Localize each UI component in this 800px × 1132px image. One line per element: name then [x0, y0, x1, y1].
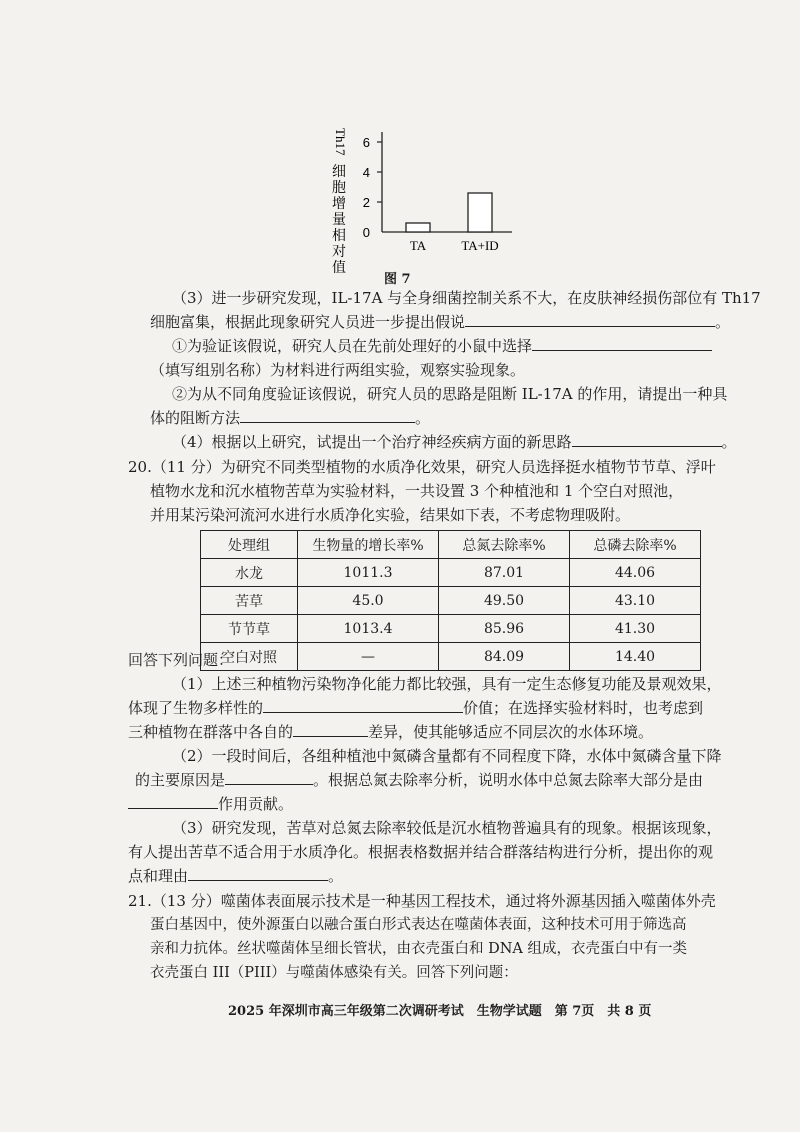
table-cell: 45.0	[298, 587, 439, 615]
bar-TA+ID	[468, 193, 492, 232]
y-tick-label: 6	[362, 135, 370, 150]
bar-TA	[406, 223, 430, 232]
q20-a3-text-b: 。	[328, 867, 344, 885]
q19-s1-line2: （填写组别名称）为材料进行两组实验，观察实验现象。	[150, 361, 526, 379]
q20-a1-line3	[128, 722, 653, 742]
y-axis-label-char: 细	[332, 164, 346, 180]
y-tick-label: 4	[362, 165, 370, 180]
y-axis-label-char: 增	[332, 196, 346, 212]
table-cell: 41.30	[570, 615, 701, 643]
y-axis-label	[332, 128, 348, 276]
answer-blank-hypothesis[interactable]	[465, 312, 715, 327]
period: 。	[715, 313, 731, 331]
q20-a2-text-a: 的主要原因是	[135, 771, 226, 789]
q20-a1-line1: （1）上述三种植物污染物净化能力都比较强，具有一定生态修复功能及景观效果，	[172, 675, 722, 693]
table-row	[201, 559, 701, 587]
answer-blank-new-idea[interactable]	[572, 432, 722, 447]
table-header-row	[201, 531, 701, 559]
y-axis-label-char: 量	[332, 212, 346, 228]
q20-a2-text-b: 。根据总氮去除率分析，说明水体中总氮去除率大部分是由	[313, 771, 704, 789]
page-footer: 2025 年深圳市高三年级第二次调研考试 生物学试题 第 7页 共 8 页	[228, 1004, 652, 1019]
q20-a1-text-a: 体现了生物多样性的	[128, 699, 264, 717]
q19-s1-line1	[172, 336, 712, 356]
table-header-cell: 生物量的增长率%	[298, 531, 439, 559]
q19-part4	[172, 432, 737, 452]
table-header-cell: 总磷去除率%	[570, 531, 701, 559]
table-body	[201, 559, 701, 671]
q20-stem-line3: 并用某污染河流河水进行水质净化实验，结果如下表，不考虑物理吸附。	[150, 506, 631, 524]
table-cell: 空白对照	[201, 643, 298, 671]
table-cell: 14.40	[570, 643, 701, 671]
table-header-cell: 总氮去除率%	[439, 531, 570, 559]
table-cell: 水龙	[201, 559, 298, 587]
q21-stem-line4: 衣壳蛋白 III（PIII）与噬菌体感染有关。回答下列问题：	[150, 965, 518, 981]
q19-s2-line1: ②为从不同角度验证该假说，研究人员的思路是阻断 IL-17A 的作用，请提出一种具	[172, 385, 728, 403]
table-cell: 49.50	[439, 587, 570, 615]
answer-prompt: 回答下列问题：	[128, 651, 234, 669]
table-cell: —	[298, 643, 439, 671]
results-table	[200, 530, 701, 671]
period: 。	[721, 433, 737, 451]
figure-caption: 图 7	[384, 272, 411, 287]
q20-a2-line3	[128, 794, 293, 814]
y-axis-label-latin: Th17	[333, 128, 348, 156]
table-cell: 43.10	[570, 587, 701, 615]
q19-s2-text: 体的阻断方法	[150, 409, 241, 427]
period: 。	[415, 409, 431, 427]
y-axis-label-char: 对	[332, 244, 346, 260]
table-cell: 节节草	[201, 615, 298, 643]
q21-stem-line1: 21.（13 分）噬菌体表面展示技术是一种基因工程技术，通过将外源基因插入噬菌体外壳	[128, 892, 716, 910]
q20-a1-text-b: 价值；在选择实验材料时，也考虑到	[463, 699, 704, 717]
chart-bars	[406, 193, 499, 253]
answer-blank-opinion[interactable]	[188, 866, 328, 881]
table-cell: 85.96	[439, 615, 570, 643]
table-row	[201, 643, 701, 671]
q20-a1-text-c: 三种植物在群落中各自的	[128, 723, 294, 741]
q20-a3-text-a: 点和理由	[128, 867, 189, 885]
q20-a2-line2	[135, 770, 703, 790]
table-header-cell: 处理组	[201, 531, 298, 559]
q20-a1-text-d: 差异，使其能够适应不同层次的水体环境。	[368, 723, 654, 741]
q20-stem-line2: 植物水龙和沉水植物苦草为实验材料，一共设置 3 个种植池和 1 个空白对照池，	[150, 482, 684, 500]
answer-blank-value[interactable]	[263, 698, 463, 713]
table-cell: 84.09	[439, 643, 570, 671]
q20-stem-line1: 20.（11 分）为研究不同类型植物的水质净化效果，研究人员选择挺水植物节节草、浮叶	[128, 458, 716, 476]
y-axis-label-char: 胞	[332, 180, 346, 196]
table-cell: 1013.4	[298, 615, 439, 643]
answer-blank-contributor[interactable]	[128, 794, 218, 809]
answer-blank-reason[interactable]	[225, 770, 313, 785]
table-cell: 苦草	[201, 587, 298, 615]
x-tick-label: TA+ID	[461, 238, 499, 253]
q19-s2-line2	[150, 408, 430, 428]
q19-part3-text: 细胞富集，根据此现象研究人员进一步提出假说	[150, 313, 466, 331]
table-row	[201, 587, 701, 615]
answer-blank-method[interactable]	[240, 408, 415, 423]
table-cell: 44.06	[570, 559, 701, 587]
q21-stem-line2: 蛋白基因中，使外源蛋白以融合蛋白形式表达在噬菌体表面，这种技术可用于筛选高	[150, 917, 687, 933]
answer-blank-niche[interactable]	[293, 722, 368, 737]
y-axis-label-char: 相	[332, 228, 346, 244]
table-cell: 87.01	[439, 559, 570, 587]
q20-a3-line2: 有人提出苦草不适合用于水质净化。根据表格数据并结合群落结构进行分析，提出你的观	[128, 843, 714, 861]
y-tick-label: 2	[362, 195, 370, 210]
y-axis-label-char: 值	[332, 260, 346, 276]
x-tick-label: TA	[409, 238, 427, 253]
q19-s1-text: ①为验证该假说，研究人员在先前处理好的小鼠中选择	[172, 337, 533, 355]
q20-a1-line2	[128, 698, 703, 718]
q21-stem-line3: 亲和力抗体。丝状噬菌体呈细长管状，由衣壳蛋白和 DNA 组成，衣壳蛋白中有一类	[150, 941, 687, 957]
q19-part4-text: （4）根据以上研究，试提出一个治疗神经疾病方面的新思路	[172, 433, 572, 451]
table-row	[201, 615, 701, 643]
q19-part3-line2	[150, 312, 730, 332]
q19-part3-line1: （3）进一步研究发现，IL-17A 与全身细菌控制关系不大，在皮肤神经损伤部位有 Th17	[172, 289, 761, 307]
table-cell: 1011.3	[298, 559, 439, 587]
bar-chart-figure-7	[330, 120, 530, 276]
y-tick-label: 0	[362, 225, 370, 240]
answer-blank-group[interactable]	[532, 336, 712, 351]
q20-a2-line1: （2）一段时间后，各组种植池中氮磷含量都有不同程度下降，水体中氮磷含量下降	[172, 747, 722, 765]
q20-a3-line1: （3）研究发现，苦草对总氮去除率较低是沉水植物普遍具有的现象。根据该现象，	[172, 819, 722, 837]
q20-a3-line3	[128, 866, 343, 886]
q20-a2-text-c: 作用贡献。	[218, 795, 294, 813]
